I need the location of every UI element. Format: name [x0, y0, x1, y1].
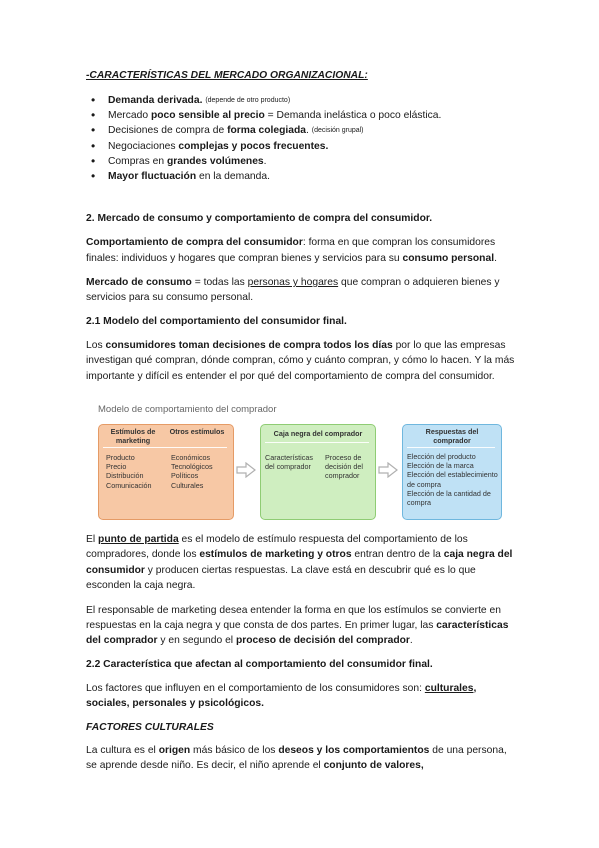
heading-2-2: 2.2 Característica que afectan al comportamiento del consumidor final.: [86, 658, 433, 670]
buyer-characteristics: Características del comprador: [265, 453, 313, 472]
list-item: • Mayor fluctuación en la demanda.: [108, 169, 516, 184]
responses-list: Elección del producto Elección de la marca Elección del establecimiento de compra Elección de la cantidad de compra: [407, 452, 498, 508]
buyer-decision-process: Proceso de decisión del comprador: [325, 453, 363, 481]
paragraph-factores: Los factores que influyen en el comportamiento de los consumidores son: culturales, sociales, personales y psicológicos.: [86, 682, 477, 710]
heading-2-1: 2.1 Modelo del comportamiento del consumidor final.: [86, 315, 347, 327]
marketing-stimuli-header: Estímulos de marketing: [110, 427, 156, 445]
heading-2: 2. Mercado de consumo y comportamiento de compra del consumidor.: [86, 213, 433, 225]
list-item: • Negociaciones complejas y pocos frecuentes.: [108, 139, 516, 154]
list-item: • Compras en grandes volúmenes.: [108, 154, 516, 169]
list-item: • Decisiones de compra de forma colegiada. (decisión grupal): [108, 123, 516, 138]
paragraph-cultura: La cultura es el origen más básico de los deseos y los comportamientos de una persona, se aprende desde niño. Es decir, el niño aprende el conjunto de valores,: [86, 745, 507, 772]
arrow-right-icon: [236, 462, 256, 478]
factores-culturales-heading: FACTORES CULTURALES: [86, 721, 214, 733]
paragraph-comportamiento: Comportamiento de compra del consumidor: forma en que compran los consumidores finales: individuos y hogares que compran bienes y servicios para su consumo personal.: [86, 237, 497, 264]
other-stimuli-header: Otros estímulos: [169, 427, 225, 436]
section-title: -CARACTERÍSTICAS DEL MERCADO ORGANIZACIONAL:: [86, 70, 368, 81]
marketing-stimuli-list: Producto Precio Distribución Comunicación: [106, 453, 152, 490]
black-box-header: Caja negra del comprador: [273, 429, 363, 438]
paragraph-responsable: El responsable de marketing desea entender la forma en que los estímulos se convierte en respuestas en la caja negra y que consta de dos partes. En primer lugar, las características del comprador y en segundo el proceso de decisión del comprador.: [86, 604, 509, 647]
other-stimuli-list: Económicos Tecnológicos Políticos Culturales: [171, 453, 213, 490]
document-page-lower: [86, 532, 516, 774]
responses-box: [402, 424, 502, 520]
list-item: • Mercado poco sensible al precio = Demanda inelástica o poco elástica.: [108, 108, 516, 123]
paragraph-punto-partida: El punto de partida es el modelo de estímulo respuesta del comportamiento de los compradores, donde los estímulos de marketing y otros entran dentro de la caja negra del consumidor y producen ciertas respuestas. La clave está en descubrir qué es lo que esconden la caja negra.: [86, 534, 513, 592]
stimuli-box: [98, 424, 234, 520]
buyer-behavior-diagram: [98, 404, 502, 516]
bullet-list: [86, 93, 516, 184]
arrow-right-icon: [378, 462, 398, 478]
paragraph-consumidores: Los consumidores toman decisiones de compra todos los días por lo que las empresas investigan qué compran, dónde compran, cómo y cuánto compran, y cómo lo hacen. Y la más importante y difícil es entender el por qué del comportamiento de compra del consumidor.: [86, 339, 515, 382]
paragraph-mercado-consumo: Mercado de consumo = todas las personas y hogares que compran o adquieren bienes y servicios para su consumo personal.: [86, 277, 500, 304]
diagram-title: Modelo de comportamiento del comprador: [98, 404, 277, 415]
list-item: • Demanda derivada. (depende de otro producto): [108, 93, 516, 108]
responses-header: Respuestas del comprador: [425, 427, 479, 445]
document-page: [86, 70, 516, 384]
black-box: [260, 424, 376, 520]
